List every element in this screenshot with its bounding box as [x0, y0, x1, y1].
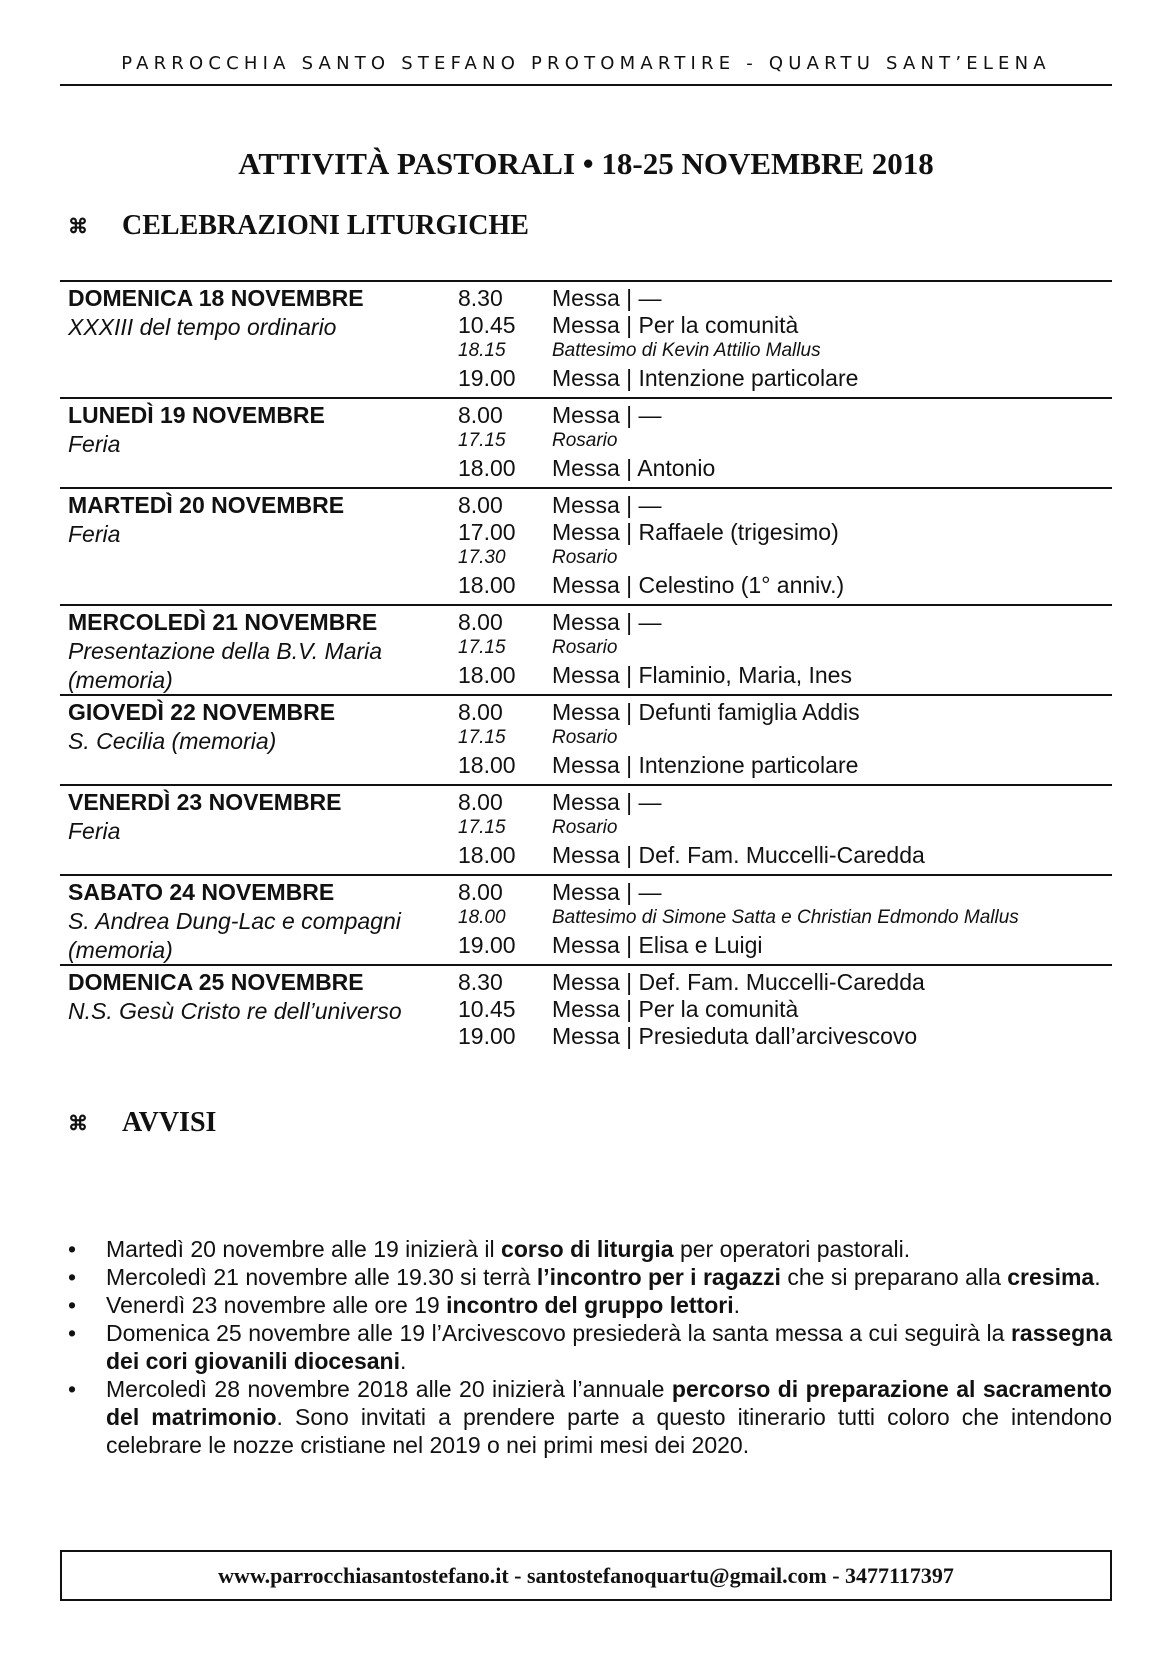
event-time: 19.00 — [458, 932, 516, 958]
event-time: 17.15 — [458, 637, 506, 658]
day-info — [68, 698, 438, 756]
day-name: SABATO 24 NOVEMBRE — [68, 879, 335, 905]
day-name: LUNEDÌ 19 NOVEMBRE — [68, 402, 325, 428]
day-info — [68, 968, 438, 1026]
bullet-icon: • — [68, 1376, 77, 1402]
day-block — [60, 874, 1112, 964]
day-description: Feria — [68, 431, 121, 457]
day-name: MARTEDÌ 20 NOVEMBRE — [68, 492, 345, 518]
event-description: Rosario — [552, 817, 618, 838]
section-title: AVVISI — [122, 1107, 217, 1138]
event-time: 19.00 — [458, 1023, 516, 1049]
notice-highlight: cresima — [1007, 1264, 1095, 1290]
schedule-table — [60, 280, 1112, 1055]
day-info — [68, 401, 438, 459]
day-description: Feria — [68, 521, 121, 547]
notice-item — [68, 1235, 1112, 1263]
day-name: DOMENICA 18 NOVEMBRE — [68, 285, 364, 311]
notice-text: . — [733, 1292, 740, 1318]
day-block — [60, 604, 1112, 694]
event-time: 18.00 — [458, 572, 516, 598]
event-time: 8.00 — [458, 879, 503, 905]
day-description: Presentazione della B.V. Maria (memoria) — [68, 638, 383, 693]
event-time: 8.00 — [458, 699, 503, 725]
event-time: 10.45 — [458, 312, 516, 338]
notice-text: . Sono invitati a prendere parte a questo itinerario tutti coloro che intendono celebrare le nozze cristiane nel 2019 o nei primi mesi dei 2020. — [106, 1404, 1112, 1458]
event-description: Rosario — [552, 727, 618, 748]
parish-header: PARROCCHIA SANTO STEFANO PROTOMARTIRE - QUARTU SANT’ELENA — [60, 54, 1112, 86]
event-time: 17.15 — [458, 727, 506, 748]
event-description: Messa | Intenzione particolare — [552, 365, 859, 391]
event-time: 18.00 — [458, 662, 516, 688]
notice-text: Venerdì 23 novembre alle ore 19 — [106, 1292, 447, 1318]
day-block — [60, 784, 1112, 874]
event-description: Messa | — — [552, 402, 662, 428]
event-description: Messa | — — [552, 492, 662, 518]
event-time: 18.15 — [458, 340, 506, 361]
event-time: 18.00 — [458, 752, 516, 778]
event-time: 17.15 — [458, 817, 506, 838]
event-description: Messa | — — [552, 609, 662, 635]
event-description: Messa | Def. Fam. Muccelli-Caredda — [552, 969, 925, 995]
day-block — [60, 487, 1112, 604]
notices-list — [68, 1235, 1112, 1459]
event-description: Messa | Defunti famiglia Addis — [552, 699, 860, 725]
event-description: Messa | Elisa e Luigi — [552, 932, 763, 958]
day-block — [60, 280, 1112, 397]
event-description: Battesimo di Simone Satta e Christian Edmondo Mallus — [552, 907, 1019, 928]
event-time: 18.00 — [458, 455, 516, 481]
section-celebrazioni-heading — [68, 210, 529, 242]
day-info — [68, 284, 438, 342]
notice-text: per operatori pastorali. — [673, 1236, 911, 1262]
day-info — [68, 608, 438, 695]
event-description: Messa | Antonio — [552, 455, 716, 481]
event-time: 10.45 — [458, 996, 516, 1022]
event-time: 8.00 — [458, 492, 503, 518]
event-time: 17.15 — [458, 430, 506, 451]
event-description: Messa | Intenzione particolare — [552, 752, 859, 778]
section-title: CELEBRAZIONI LITURGICHE — [122, 210, 529, 241]
event-description: Battesimo di Kevin Attilio Mallus — [552, 340, 821, 361]
event-time: 17.00 — [458, 519, 516, 545]
event-description: Messa | — — [552, 285, 662, 311]
event-description: Messa | Celestino (1° anniv.) — [552, 572, 845, 598]
day-block — [60, 397, 1112, 487]
event-description: Messa | Presieduta dall’arcivescovo — [552, 1023, 918, 1049]
notice-highlight: corso di liturgia — [501, 1236, 674, 1262]
event-description: Rosario — [552, 637, 618, 658]
event-time: 8.00 — [458, 789, 503, 815]
event-time: 8.30 — [458, 285, 503, 311]
day-name: MERCOLEDÌ 21 NOVEMBRE — [68, 609, 378, 635]
day-info — [68, 491, 438, 549]
event-description: Messa | Per la comunità — [552, 312, 799, 338]
day-description: S. Cecilia (memoria) — [68, 728, 277, 754]
day-description: N.S. Gesù Cristo re dell’universo — [68, 998, 402, 1024]
schedule-row — [60, 571, 1112, 598]
notice-text: Mercoledì 21 novembre alle 19.30 si terrà — [106, 1264, 537, 1290]
event-description: Messa | Def. Fam. Muccelli-Caredda — [552, 842, 925, 868]
notice-item — [68, 1375, 1112, 1459]
cross-icon: ⌘ — [68, 1112, 88, 1135]
notice-highlight: percorso di preparazione al sacramento del matrimonio — [106, 1376, 1112, 1430]
notice-highlight: l’incontro per i ragazzi — [536, 1264, 781, 1290]
notice-text: Martedì 20 novembre alle 19 inizierà il — [106, 1236, 502, 1262]
event-description: Messa | — — [552, 789, 662, 815]
notice-highlight: incontro del gruppo lettori — [446, 1292, 734, 1318]
section-avvisi-heading — [68, 1107, 216, 1139]
notice-item — [68, 1319, 1112, 1375]
notice-item — [68, 1291, 1112, 1319]
bullet-icon: • — [68, 1292, 77, 1318]
day-name: GIOVEDÌ 22 NOVEMBRE — [68, 699, 336, 725]
event-time: 19.00 — [458, 365, 516, 391]
notice-text: . — [399, 1348, 407, 1374]
day-description: Feria — [68, 818, 121, 844]
day-name: DOMENICA 25 NOVEMBRE — [68, 969, 364, 995]
event-time: 8.30 — [458, 969, 503, 995]
day-description: S. Andrea Dung-Lac e compagni (memoria) — [68, 908, 401, 963]
notices — [68, 1235, 1112, 1459]
event-time: 17.30 — [458, 547, 506, 568]
notice-text: . — [1094, 1264, 1101, 1290]
notice-text: Mercoledì 28 novembre 2018 alle 20 inizierà l’annuale — [106, 1376, 672, 1402]
contact-footer: www.parrocchiasantostefano.it - santostefanoquartu@gmail.com - 3477117397 — [60, 1550, 1112, 1601]
event-description: Messa | Flaminio, Maria, Ines — [552, 662, 852, 688]
event-time: 18.00 — [458, 842, 516, 868]
day-info — [68, 878, 438, 965]
event-time: 8.00 — [458, 402, 503, 428]
day-name: VENERDÌ 23 NOVEMBRE — [68, 789, 342, 815]
cross-icon: ⌘ — [68, 215, 88, 238]
notice-item — [68, 1263, 1112, 1291]
day-block — [60, 694, 1112, 784]
schedule-row — [60, 1022, 1112, 1049]
bullet-icon: • — [68, 1320, 77, 1346]
day-description: XXXIII del tempo ordinario — [68, 314, 337, 340]
bullet-icon: • — [68, 1236, 77, 1262]
event-description: Messa | Raffaele (trigesimo) — [552, 519, 839, 545]
event-description: Messa | — — [552, 879, 662, 905]
event-description: Messa | Per la comunità — [552, 996, 799, 1022]
notice-text: che si preparano alla — [780, 1264, 1008, 1290]
schedule-row — [60, 364, 1112, 391]
bullet-icon: • — [68, 1264, 77, 1290]
day-info — [68, 788, 438, 846]
event-time: 18.00 — [458, 907, 506, 928]
event-description: Rosario — [552, 547, 618, 568]
notice-text: Domenica 25 novembre alle 19 l’Arcivescovo presiederà la santa messa a cui seguirà la — [106, 1320, 1011, 1346]
day-block — [60, 964, 1112, 1055]
page-title: ATTIVITÀ PASTORALI • 18-25 NOVEMBRE 2018 — [238, 146, 934, 181]
notice-highlight: rassegna dei cori giovanili diocesani — [106, 1320, 1112, 1374]
event-description: Rosario — [552, 430, 618, 451]
event-time: 8.00 — [458, 609, 503, 635]
